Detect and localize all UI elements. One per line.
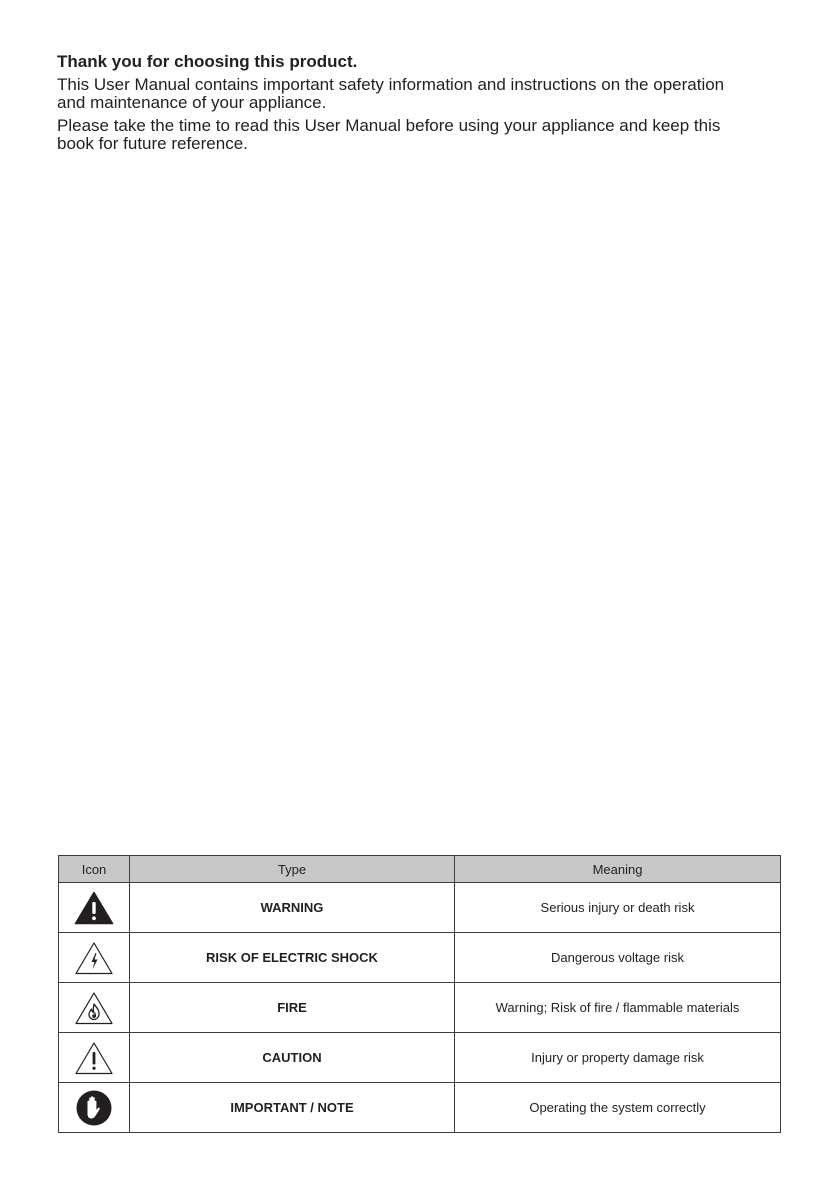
caution-triangle-icon: [74, 1041, 114, 1075]
header-icon: Icon: [59, 856, 130, 883]
type-electric-shock: RISK OF ELECTRIC SHOCK: [130, 933, 455, 983]
hand-stop-icon: [75, 1089, 113, 1127]
electric-shock-triangle-icon: [74, 941, 114, 975]
intro-paragraph-2-line-2: book for future reference.: [57, 134, 248, 153]
fire-icon-cell: [59, 983, 130, 1033]
type-fire: FIRE: [130, 983, 455, 1033]
table-header-row: [59, 856, 781, 883]
table-row: [59, 933, 781, 983]
safety-symbols-table: [58, 855, 781, 1133]
electric-shock-icon-cell: [59, 933, 130, 983]
table-row: [59, 1033, 781, 1083]
header-meaning: Meaning: [455, 856, 781, 883]
table-row: [59, 983, 781, 1033]
fire-triangle-icon: [74, 991, 114, 1025]
intro-paragraph-1-line-2: and maintenance of your appliance.: [57, 93, 327, 112]
intro-section: [57, 52, 787, 158]
table-row: [59, 883, 781, 933]
type-important-note: IMPORTANT / NOTE: [130, 1083, 455, 1133]
intro-paragraph-2: [57, 117, 787, 153]
intro-paragraph-1-line-1: This User Manual contains important safety information and instructions on the operation: [57, 75, 725, 94]
intro-paragraph-2-line-1: Please take the time to read this User Manual before using your appliance and keep this: [57, 116, 721, 135]
meaning-important-note: Operating the system correctly: [455, 1083, 781, 1133]
meaning-caution: Injury or property damage risk: [455, 1033, 781, 1083]
header-type: Type: [130, 856, 455, 883]
warning-icon-cell: [59, 883, 130, 933]
caution-icon-cell: [59, 1033, 130, 1083]
intro-paragraph-1: [57, 76, 787, 112]
meaning-electric-shock: Dangerous voltage risk: [455, 933, 781, 983]
type-caution: CAUTION: [130, 1033, 455, 1083]
meaning-fire: Warning; Risk of fire / flammable materials: [455, 983, 781, 1033]
type-warning: WARNING: [130, 883, 455, 933]
intro-lead: Thank you for choosing this product.: [57, 52, 358, 71]
meaning-warning: Serious injury or death risk: [455, 883, 781, 933]
important-note-icon-cell: [59, 1083, 130, 1133]
table-row: [59, 1083, 781, 1133]
warning-filled-triangle-icon: [74, 891, 114, 925]
